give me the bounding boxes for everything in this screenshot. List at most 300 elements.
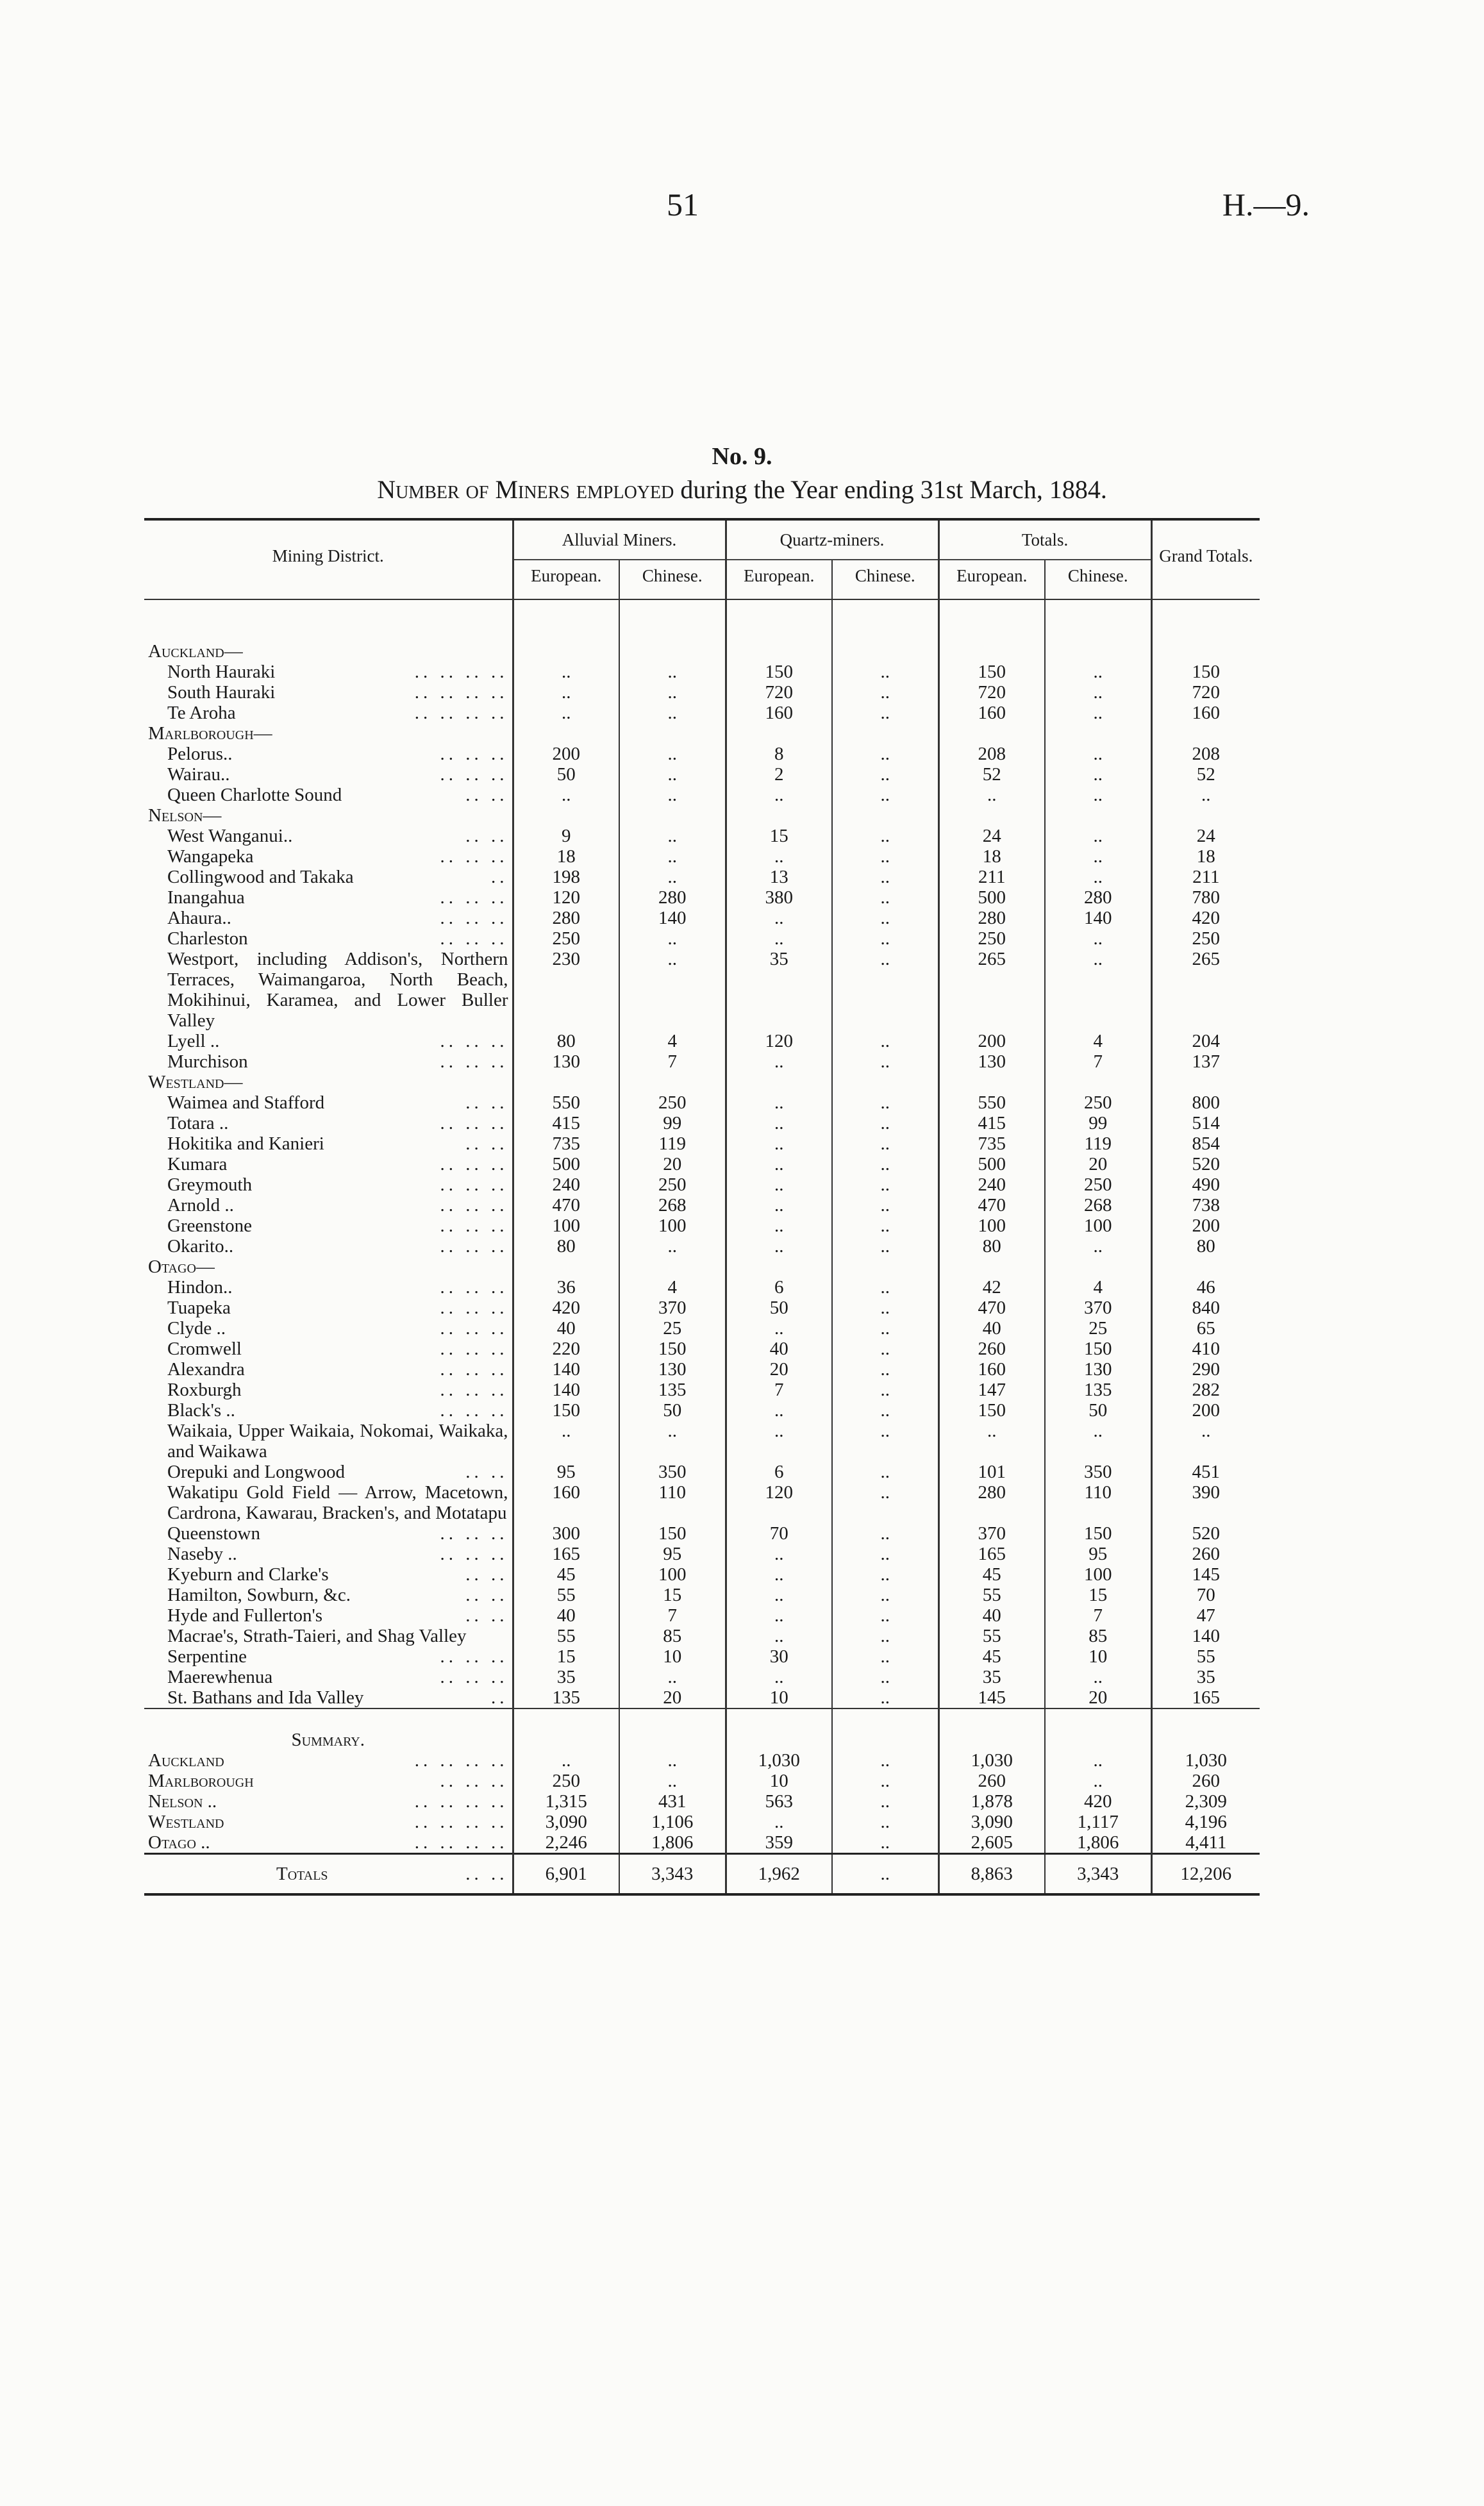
district-name xyxy=(144,1585,513,1605)
cell-alluvial-european: .. xyxy=(513,703,619,723)
section-header-row xyxy=(144,723,1260,744)
cell-alluvial-european: 230 xyxy=(513,949,619,1031)
table-row xyxy=(144,1667,1260,1687)
section-title: Westland— xyxy=(148,1072,243,1092)
cell-quartz-european: .. xyxy=(726,1318,832,1339)
totals-row xyxy=(144,1854,1260,1895)
district-label: Hyde and Fullerton's xyxy=(167,1605,323,1626)
cell-quartz-chinese: .. xyxy=(832,1646,938,1667)
cell-totals-chinese: 100 xyxy=(1045,1215,1151,1236)
cell-quartz-european: 70 xyxy=(726,1523,832,1544)
cell-totals-chinese: 100 xyxy=(1045,1564,1151,1585)
cell-quartz-chinese: .. xyxy=(832,1113,938,1133)
cell-grand-total: 260 xyxy=(1151,1544,1260,1564)
cell-totals-chinese: .. xyxy=(1045,744,1151,764)
cell-grand-total: 4,411 xyxy=(1151,1832,1260,1854)
table-row xyxy=(144,1400,1260,1421)
cell-alluvial-chinese: 250 xyxy=(619,1092,726,1113)
header-totals-chinese: Chinese. xyxy=(1045,560,1151,591)
cell-totals-chinese: .. xyxy=(1045,867,1151,887)
cell-alluvial-european: 3,090 xyxy=(513,1812,619,1832)
district-label: Alexandra xyxy=(167,1359,245,1380)
cell-quartz-chinese: .. xyxy=(832,1236,938,1257)
table-row xyxy=(144,1626,1260,1646)
cell-totals-chinese: .. xyxy=(1045,826,1151,846)
leader-dots: .. .. .. xyxy=(440,1523,508,1544)
cell-alluvial-chinese: 50 xyxy=(619,1400,726,1421)
district-label: Wakatipu Gold Field — Arrow, Macetown, Cardrona, Kawarau, Bracken's, and Motatapu xyxy=(167,1482,508,1523)
cell-totals-chinese: 7 xyxy=(1045,1605,1151,1626)
district-label: Otago .. xyxy=(148,1832,210,1853)
cell-quartz-european: .. xyxy=(726,1544,832,1564)
district-label: Queen Charlotte Sound xyxy=(167,785,342,805)
cell-alluvial-european: 160 xyxy=(513,1482,619,1523)
district-label: Waikaia, Upper Waikaia, Nokomai, Waikaka, and Waikawa xyxy=(167,1421,508,1462)
cell-grand-total: 211 xyxy=(1151,867,1260,887)
leader-dots: .. .. .. xyxy=(440,1339,508,1359)
cell-quartz-european: .. xyxy=(726,1113,832,1133)
district-label: Naseby .. xyxy=(167,1544,237,1564)
cell-totals-european: 80 xyxy=(938,1236,1045,1257)
district-name xyxy=(144,1236,513,1257)
cell-quartz-european: 563 xyxy=(726,1791,832,1812)
district-name xyxy=(144,1462,513,1482)
cell-alluvial-chinese: 135 xyxy=(619,1380,726,1400)
total-quartz-european: 1,962 xyxy=(726,1854,832,1895)
cell-quartz-european: .. xyxy=(726,1215,832,1236)
cell-quartz-chinese: .. xyxy=(832,1359,938,1380)
cell-totals-chinese: .. xyxy=(1045,1667,1151,1687)
cell-totals-european: 2,605 xyxy=(938,1832,1045,1854)
cell-alluvial-chinese: .. xyxy=(619,846,726,867)
table-row xyxy=(144,1687,1260,1708)
leader-dots: .. .. .. xyxy=(440,1400,508,1421)
cell-quartz-european: .. xyxy=(726,1236,832,1257)
cell-totals-european: 265 xyxy=(938,949,1045,1031)
district-name xyxy=(144,1380,513,1400)
cell-totals-european: 208 xyxy=(938,744,1045,764)
cell-totals-european: 3,090 xyxy=(938,1812,1045,1832)
cell-alluvial-european: 300 xyxy=(513,1523,619,1544)
cell-alluvial-european: 18 xyxy=(513,846,619,867)
cell-quartz-european: .. xyxy=(726,1400,832,1421)
cell-grand-total: 4,196 xyxy=(1151,1812,1260,1832)
cell-quartz-european: .. xyxy=(726,1605,832,1626)
cell-alluvial-european: 140 xyxy=(513,1359,619,1380)
leader-dots: .. .. .. xyxy=(440,1195,508,1215)
cell-grand-total: 720 xyxy=(1151,682,1260,703)
cell-totals-european: 52 xyxy=(938,764,1045,785)
cell-alluvial-chinese: 10 xyxy=(619,1646,726,1667)
table-row xyxy=(144,1482,1260,1523)
header-alluvial-european: European. xyxy=(513,560,619,591)
total-totals-european: 8,863 xyxy=(938,1854,1045,1895)
leader-dots: .. .. xyxy=(465,1585,508,1605)
leader-dots: .. .. .. xyxy=(440,1646,508,1667)
cell-quartz-european: 35 xyxy=(726,949,832,1031)
district-name xyxy=(144,1195,513,1215)
summary-title: Summary. xyxy=(291,1730,365,1750)
cell-quartz-chinese: .. xyxy=(832,744,938,764)
cell-alluvial-european: 80 xyxy=(513,1031,619,1051)
leader-dots: .. .. xyxy=(465,1092,508,1113)
header-quartz-chinese: Chinese. xyxy=(832,560,938,591)
table-row xyxy=(144,1462,1260,1482)
cell-totals-european: 200 xyxy=(938,1031,1045,1051)
cell-quartz-european: 7 xyxy=(726,1380,832,1400)
cell-quartz-european: 40 xyxy=(726,1339,832,1359)
district-name xyxy=(144,1564,513,1585)
cell-quartz-european: .. xyxy=(726,1812,832,1832)
leader-dots: .. .. .. .. xyxy=(414,1750,508,1771)
district-name xyxy=(144,1523,513,1544)
cell-totals-chinese: 268 xyxy=(1045,1195,1151,1215)
miners-table-container xyxy=(144,518,1260,1903)
table-row xyxy=(144,1113,1260,1133)
cell-quartz-european: .. xyxy=(726,1667,832,1687)
cell-quartz-chinese: .. xyxy=(832,1462,938,1482)
table-row xyxy=(144,1564,1260,1585)
leader-dots: .. .. xyxy=(465,785,508,805)
district-label: Greymouth xyxy=(167,1174,253,1195)
cell-alluvial-chinese: .. xyxy=(619,826,726,846)
district-label: Arnold .. xyxy=(167,1195,234,1215)
district-label: Serpentine xyxy=(167,1646,247,1667)
district-name xyxy=(144,1832,513,1854)
cell-totals-chinese: .. xyxy=(1045,1421,1151,1462)
district-name xyxy=(144,1318,513,1339)
table-row xyxy=(144,1236,1260,1257)
district-name xyxy=(144,1051,513,1072)
section-header-row xyxy=(144,641,1260,662)
cell-totals-chinese: 110 xyxy=(1045,1482,1151,1523)
cell-quartz-chinese: .. xyxy=(832,662,938,682)
district-name xyxy=(144,1277,513,1298)
cell-alluvial-european: 95 xyxy=(513,1462,619,1482)
leader-dots: .. .. .. xyxy=(440,764,508,785)
cell-alluvial-european: 420 xyxy=(513,1298,619,1318)
table-row xyxy=(144,1051,1260,1072)
district-name xyxy=(144,1174,513,1195)
cell-quartz-chinese: .. xyxy=(832,1298,938,1318)
leader-dots: .. .. xyxy=(465,1133,508,1154)
cell-alluvial-chinese: .. xyxy=(619,744,726,764)
cell-quartz-chinese: .. xyxy=(832,1482,938,1523)
district-label: South Hauraki xyxy=(167,682,276,703)
cell-quartz-european: .. xyxy=(726,1133,832,1154)
cell-grand-total: 390 xyxy=(1151,1482,1260,1523)
leader-dots: .. .. .. .. xyxy=(414,1791,508,1812)
district-name xyxy=(144,949,513,1031)
cell-quartz-european: 359 xyxy=(726,1832,832,1854)
cell-quartz-chinese: .. xyxy=(832,1133,938,1154)
district-name xyxy=(144,1031,513,1051)
cell-quartz-european: 15 xyxy=(726,826,832,846)
table-row xyxy=(144,1215,1260,1236)
table-row xyxy=(144,1421,1260,1462)
cell-totals-european: 55 xyxy=(938,1585,1045,1605)
district-name xyxy=(144,1605,513,1626)
table-row xyxy=(144,1277,1260,1298)
section-title: Otago— xyxy=(148,1257,215,1277)
district-label: Macrae's, Strath-Taieri, and Shag Valley xyxy=(167,1626,467,1646)
district-label: Orepuki and Longwood xyxy=(167,1462,346,1482)
cell-grand-total: 840 xyxy=(1151,1298,1260,1318)
table-row xyxy=(144,1646,1260,1667)
summary-row xyxy=(144,1812,1260,1832)
cell-totals-chinese: 280 xyxy=(1045,887,1151,908)
cell-grand-total: 200 xyxy=(1151,1400,1260,1421)
district-name xyxy=(144,928,513,949)
cell-alluvial-chinese: 20 xyxy=(619,1687,726,1708)
cell-alluvial-european: 250 xyxy=(513,1771,619,1791)
cell-quartz-european: 13 xyxy=(726,867,832,887)
cell-totals-european: 101 xyxy=(938,1462,1045,1482)
leader-dots: .. xyxy=(491,867,508,887)
cell-alluvial-chinese: 1,106 xyxy=(619,1812,726,1832)
table-row xyxy=(144,826,1260,846)
cell-totals-european: 720 xyxy=(938,682,1045,703)
cell-totals-chinese: 1,806 xyxy=(1045,1832,1151,1854)
cell-quartz-chinese: .. xyxy=(832,1195,938,1215)
cell-quartz-chinese: .. xyxy=(832,764,938,785)
cell-totals-chinese: 140 xyxy=(1045,908,1151,928)
cell-totals-chinese: .. xyxy=(1045,928,1151,949)
cell-totals-european: 260 xyxy=(938,1771,1045,1791)
cell-quartz-chinese: .. xyxy=(832,928,938,949)
total-quartz-chinese: .. xyxy=(832,1854,938,1895)
cell-grand-total: 165 xyxy=(1151,1687,1260,1708)
district-label: Murchison xyxy=(167,1051,248,1072)
cell-quartz-european: .. xyxy=(726,785,832,805)
cell-totals-european: 45 xyxy=(938,1646,1045,1667)
cell-alluvial-chinese: .. xyxy=(619,764,726,785)
cell-alluvial-european: 550 xyxy=(513,1092,619,1113)
cell-alluvial-european: 40 xyxy=(513,1605,619,1626)
district-name xyxy=(144,1750,513,1771)
cell-alluvial-chinese: .. xyxy=(619,682,726,703)
district-label: Okarito.. xyxy=(167,1236,234,1257)
table-row xyxy=(144,785,1260,805)
district-name xyxy=(144,1791,513,1812)
district-label: Queenstown xyxy=(167,1523,260,1544)
table-row xyxy=(144,1359,1260,1380)
cell-totals-european: 415 xyxy=(938,1113,1045,1133)
district-name xyxy=(144,908,513,928)
subtitle-part1: Number of Miners employed xyxy=(377,475,674,504)
cell-totals-chinese: 85 xyxy=(1045,1626,1151,1646)
leader-dots: .. .. .. xyxy=(440,928,508,949)
cell-grand-total: 260 xyxy=(1151,1771,1260,1791)
district-label: Kyeburn and Clarke's xyxy=(167,1564,329,1585)
district-label: North Hauraki xyxy=(167,662,276,682)
cell-totals-chinese: .. xyxy=(1045,1771,1151,1791)
cell-quartz-european: .. xyxy=(726,1154,832,1174)
cell-quartz-european: .. xyxy=(726,1092,832,1113)
cell-grand-total: 290 xyxy=(1151,1359,1260,1380)
cell-quartz-chinese: .. xyxy=(832,1791,938,1812)
leader-dots: .. .. .. xyxy=(440,1113,508,1133)
cell-grand-total: 208 xyxy=(1151,744,1260,764)
cell-alluvial-chinese: .. xyxy=(619,703,726,723)
district-label: Inangahua xyxy=(167,887,245,908)
district-name xyxy=(144,1113,513,1133)
district-name xyxy=(144,1687,513,1708)
cell-quartz-chinese: .. xyxy=(832,1051,938,1072)
cell-grand-total: 514 xyxy=(1151,1113,1260,1133)
leader-dots: .. .. .. xyxy=(440,1667,508,1687)
cell-quartz-european: .. xyxy=(726,1051,832,1072)
cell-quartz-chinese: .. xyxy=(832,867,938,887)
cell-alluvial-european: 165 xyxy=(513,1544,619,1564)
header-totals: Totals. xyxy=(938,519,1151,560)
district-name xyxy=(144,1298,513,1318)
leader-dots: .. .. .. xyxy=(440,1318,508,1339)
cell-grand-total: 140 xyxy=(1151,1626,1260,1646)
cell-quartz-chinese: .. xyxy=(832,1277,938,1298)
cell-grand-total: 420 xyxy=(1151,908,1260,928)
table-row xyxy=(144,1339,1260,1359)
table-row xyxy=(144,1605,1260,1626)
cell-grand-total: 137 xyxy=(1151,1051,1260,1072)
district-label: Te Aroha xyxy=(167,703,236,723)
cell-quartz-european: .. xyxy=(726,1585,832,1605)
cell-alluvial-chinese: 150 xyxy=(619,1339,726,1359)
district-label: Tuapeka xyxy=(167,1298,231,1318)
cell-totals-chinese: .. xyxy=(1045,703,1151,723)
district-label: Auckland xyxy=(148,1750,224,1771)
cell-quartz-european: 8 xyxy=(726,744,832,764)
leader-dots: .. .. xyxy=(465,1564,508,1585)
cell-totals-european: 735 xyxy=(938,1133,1045,1154)
cell-totals-european: 550 xyxy=(938,1092,1045,1113)
cell-quartz-chinese: .. xyxy=(832,1626,938,1646)
cell-totals-european: 18 xyxy=(938,846,1045,867)
leader-dots: .. .. xyxy=(465,1462,508,1482)
cell-alluvial-european: 220 xyxy=(513,1339,619,1359)
table-row xyxy=(144,1585,1260,1605)
cell-quartz-chinese: .. xyxy=(832,703,938,723)
leader-dots: .. .. .. xyxy=(440,1298,508,1318)
district-label: Hamilton, Sowburn, &c. xyxy=(167,1585,351,1605)
cell-totals-european: 280 xyxy=(938,908,1045,928)
cell-totals-chinese: 150 xyxy=(1045,1523,1151,1544)
leader-dots: .. xyxy=(491,1687,508,1708)
cell-alluvial-chinese: 140 xyxy=(619,908,726,928)
cell-alluvial-chinese: .. xyxy=(619,662,726,682)
cell-alluvial-european: 45 xyxy=(513,1564,619,1585)
cell-totals-european: 160 xyxy=(938,1359,1045,1380)
table-row xyxy=(144,1318,1260,1339)
cell-quartz-european: 6 xyxy=(726,1277,832,1298)
summary-row xyxy=(144,1771,1260,1791)
cell-alluvial-european: 15 xyxy=(513,1646,619,1667)
cell-alluvial-chinese: 110 xyxy=(619,1482,726,1523)
cell-totals-chinese: 25 xyxy=(1045,1318,1151,1339)
cell-quartz-chinese: .. xyxy=(832,1154,938,1174)
cell-totals-european: 470 xyxy=(938,1298,1045,1318)
cell-totals-chinese: 50 xyxy=(1045,1400,1151,1421)
district-name xyxy=(144,785,513,805)
cell-totals-european: 42 xyxy=(938,1277,1045,1298)
leader-dots: .. .. .. .. xyxy=(414,703,508,723)
leader-dots: .. .. .. xyxy=(440,1544,508,1564)
cell-grand-total: 282 xyxy=(1151,1380,1260,1400)
cell-quartz-european: .. xyxy=(726,1626,832,1646)
district-name xyxy=(144,744,513,764)
total-grand-total: 12,206 xyxy=(1151,1854,1260,1895)
table-row xyxy=(144,908,1260,928)
cell-totals-chinese: .. xyxy=(1045,785,1151,805)
cell-quartz-chinese: .. xyxy=(832,908,938,928)
cell-alluvial-european: 40 xyxy=(513,1318,619,1339)
cell-totals-european: 211 xyxy=(938,867,1045,887)
section-header-row xyxy=(144,805,1260,826)
district-label: Kumara xyxy=(167,1154,228,1174)
district-name xyxy=(144,887,513,908)
cell-alluvial-european: 9 xyxy=(513,826,619,846)
cell-alluvial-chinese: 130 xyxy=(619,1359,726,1380)
cell-totals-chinese: 135 xyxy=(1045,1380,1151,1400)
table-row xyxy=(144,846,1260,867)
cell-alluvial-chinese: 20 xyxy=(619,1154,726,1174)
cell-quartz-chinese: .. xyxy=(832,785,938,805)
leader-dots: .. .. .. .. xyxy=(414,1832,508,1853)
cell-alluvial-european: 55 xyxy=(513,1626,619,1646)
cell-alluvial-european: 36 xyxy=(513,1277,619,1298)
district-label: Westport, including Addison's, Northern Terraces, Waimangaroa, North Beach, Mokihinui, Karamea, and Lower Buller Valley xyxy=(167,949,508,1031)
leader-dots: .. .. .. xyxy=(440,1771,508,1791)
cell-alluvial-european: 50 xyxy=(513,764,619,785)
cell-alluvial-chinese: 119 xyxy=(619,1133,726,1154)
summary-row xyxy=(144,1832,1260,1854)
leader-dots: .. .. .. xyxy=(440,1051,508,1072)
district-label: Marlborough xyxy=(148,1771,254,1791)
cell-totals-european: 150 xyxy=(938,1400,1045,1421)
cell-quartz-european: 30 xyxy=(726,1646,832,1667)
section-title: Marlborough— xyxy=(148,723,272,744)
cell-alluvial-chinese: 99 xyxy=(619,1113,726,1133)
cell-quartz-chinese: .. xyxy=(832,1605,938,1626)
cell-alluvial-european: 240 xyxy=(513,1174,619,1195)
cell-alluvial-chinese: 350 xyxy=(619,1462,726,1482)
cell-grand-total: 65 xyxy=(1151,1318,1260,1339)
cell-totals-chinese: 20 xyxy=(1045,1154,1151,1174)
header-alluvial: Alluvial Miners. xyxy=(513,519,726,560)
cell-grand-total: 52 xyxy=(1151,764,1260,785)
cell-grand-total: 160 xyxy=(1151,703,1260,723)
table-row xyxy=(144,662,1260,682)
header-quartz-european: European. xyxy=(726,560,832,591)
cell-alluvial-european: 100 xyxy=(513,1215,619,1236)
cell-grand-total: 250 xyxy=(1151,928,1260,949)
cell-totals-european: 280 xyxy=(938,1482,1045,1523)
cell-totals-chinese: 250 xyxy=(1045,1174,1151,1195)
district-label: Maerewhenua xyxy=(167,1667,273,1687)
district-name xyxy=(144,1400,513,1421)
cell-quartz-chinese: .. xyxy=(832,1771,938,1791)
cell-alluvial-european: .. xyxy=(513,662,619,682)
cell-alluvial-european: 140 xyxy=(513,1380,619,1400)
district-name xyxy=(144,764,513,785)
cell-totals-european: 40 xyxy=(938,1318,1045,1339)
district-name xyxy=(144,826,513,846)
cell-totals-european: 370 xyxy=(938,1523,1045,1544)
cell-quartz-european: 10 xyxy=(726,1687,832,1708)
cell-totals-chinese: 20 xyxy=(1045,1687,1151,1708)
table-row xyxy=(144,703,1260,723)
district-name xyxy=(144,1646,513,1667)
